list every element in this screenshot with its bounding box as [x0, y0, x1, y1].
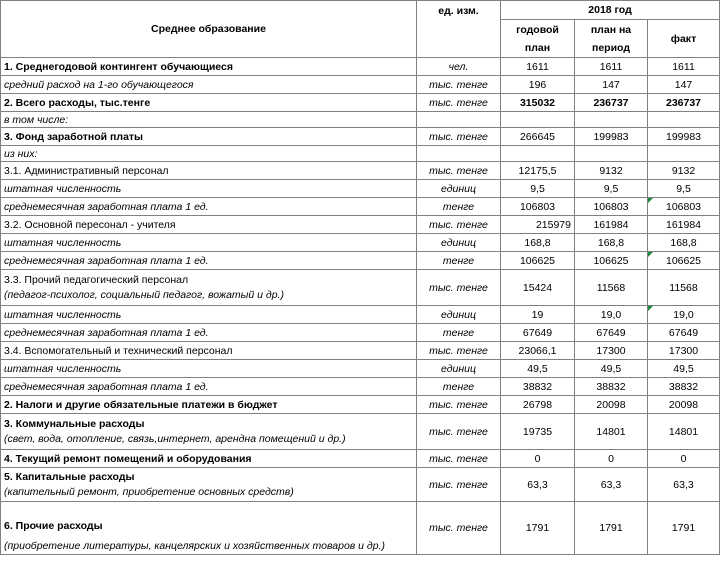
row-label: штатная численность: [1, 234, 417, 252]
row-sublabel: (свет, вода, отопление, связь,интернет, арендна помещений и др.): [4, 433, 346, 445]
row-fact: 63,3: [648, 468, 720, 502]
row-annual: 12175,5: [501, 162, 575, 180]
row-annual: 26798: [501, 396, 575, 414]
row-annual: 23066,1: [501, 342, 575, 360]
row-label: 3.1. Административный персонал: [1, 162, 417, 180]
row-label: среднемесячная заработная плата 1 ед.: [1, 324, 417, 342]
row-sublabel: (педагог-психолог, социальный педагог, вожатый и др.): [4, 289, 284, 301]
row-annual: 106803: [501, 198, 575, 216]
row-label: среднемесячная заработная плата 1 ед.: [1, 378, 417, 396]
row-period: 1611: [575, 58, 648, 76]
row-label: 3.4. Вспомогательный и технический персонал: [1, 342, 417, 360]
row-sublabel: (приобретение литературы, канцелярских и хозяйственных товаров и др.): [4, 540, 385, 552]
table-row: [1, 360, 720, 378]
table-row: [1, 414, 720, 450]
row-fact: 19,0: [648, 306, 720, 324]
row-period: 106625: [575, 252, 648, 270]
row-label: штатная численность: [1, 306, 417, 324]
row-period: 236737: [575, 94, 648, 112]
row-unit: тыс. тенге: [417, 76, 501, 94]
row-annual: 38832: [501, 378, 575, 396]
row-label: штатная численность: [1, 180, 417, 198]
row-annual: 266645: [501, 128, 575, 146]
row-label-cell: [1, 414, 417, 450]
row-label: 3.2. Основной пересонал - учителя: [1, 216, 417, 234]
row-annual: [501, 146, 575, 162]
row-label-cell: [1, 502, 417, 555]
header-fact: факт: [648, 20, 720, 58]
row-annual: 168,8: [501, 234, 575, 252]
table-row: [1, 198, 720, 216]
row-unit: единиц: [417, 180, 501, 198]
row-period: 1791: [575, 502, 648, 555]
row-unit: тыс. тенге: [417, 270, 501, 306]
row-period: 19,0: [575, 306, 648, 324]
row-label: среднемесячная заработная плата 1 ед.: [1, 198, 417, 216]
table-row: [1, 58, 720, 76]
row-fact: 17300: [648, 342, 720, 360]
row-period: 49,5: [575, 360, 648, 378]
row-unit: тыс. тенге: [417, 502, 501, 555]
row-label: среднемесячная заработная плата 1 ед.: [1, 252, 417, 270]
header-period-plan: план на период: [575, 20, 648, 58]
row-fact: 20098: [648, 396, 720, 414]
row-period: 168,8: [575, 234, 648, 252]
row-unit: тыс. тенге: [417, 216, 501, 234]
row-period: 147: [575, 76, 648, 94]
header-year: 2018 год: [501, 1, 720, 20]
row-period: 161984: [575, 216, 648, 234]
table-row: [1, 378, 720, 396]
row-unit: единиц: [417, 306, 501, 324]
row-fact: [648, 146, 720, 162]
table-row: [1, 180, 720, 198]
row-annual: 315032: [501, 94, 575, 112]
row-sublabel: (капительный ремонт, приобретение основных средств): [4, 486, 294, 498]
row-fact: 106625: [648, 252, 720, 270]
row-annual: 63,3: [501, 468, 575, 502]
row-period: 38832: [575, 378, 648, 396]
row-annual: 49,5: [501, 360, 575, 378]
row-fact: 11568: [648, 270, 720, 306]
table-row: [1, 468, 720, 502]
row-fact: 14801: [648, 414, 720, 450]
row-annual: 15424: [501, 270, 575, 306]
row-label: штатная численность: [1, 360, 417, 378]
row-unit: [417, 112, 501, 128]
row-period: [575, 146, 648, 162]
table-row: [1, 324, 720, 342]
table-row: [1, 94, 720, 112]
row-label: 3. Коммунальные расходы: [4, 418, 145, 430]
table-row: [1, 162, 720, 180]
row-fact: 236737: [648, 94, 720, 112]
row-fact: 49,5: [648, 360, 720, 378]
row-fact: 9,5: [648, 180, 720, 198]
row-fact: 168,8: [648, 234, 720, 252]
header-title: Среднее образование: [1, 1, 417, 58]
table-row: [1, 76, 720, 94]
row-unit: тыс. тенге: [417, 342, 501, 360]
row-fact: 147: [648, 76, 720, 94]
row-label: 2. Налоги и другие обязательные платежи в бюджет: [1, 396, 417, 414]
row-label: средний расход на 1-го обучающегося: [1, 76, 417, 94]
row-period: [575, 112, 648, 128]
row-unit: тенге: [417, 198, 501, 216]
row-label: в том числе:: [1, 112, 417, 128]
row-period: 11568: [575, 270, 648, 306]
row-label: из них:: [1, 146, 417, 162]
table-row: [1, 234, 720, 252]
row-fact: [648, 112, 720, 128]
row-label: 3. Фонд заработной платы: [1, 128, 417, 146]
row-annual: 1791: [501, 502, 575, 555]
row-period: 67649: [575, 324, 648, 342]
row-label-cell: [1, 270, 417, 306]
table-row: [1, 306, 720, 324]
row-period: 14801: [575, 414, 648, 450]
row-label: 1. Среднегодовой контингент обучающиеся: [1, 58, 417, 76]
row-period: 106803: [575, 198, 648, 216]
row-unit: тыс. тенге: [417, 414, 501, 450]
row-annual: 0: [501, 450, 575, 468]
row-fact: 0: [648, 450, 720, 468]
table-row: [1, 146, 720, 162]
table-row: [1, 112, 720, 128]
table-row: [1, 342, 720, 360]
row-unit: чел.: [417, 58, 501, 76]
row-unit: единиц: [417, 234, 501, 252]
row-annual: 67649: [501, 324, 575, 342]
header-annual-plan: годовой план: [501, 20, 575, 58]
row-label-cell: [1, 468, 417, 502]
row-fact: 67649: [648, 324, 720, 342]
header-unit: ед. изм.: [417, 1, 501, 58]
row-unit: тенге: [417, 252, 501, 270]
table-row: [1, 128, 720, 146]
row-unit: тыс. тенге: [417, 94, 501, 112]
row-label: 5. Капитальные расходы: [4, 471, 135, 483]
row-period: 0: [575, 450, 648, 468]
row-annual: 106625: [501, 252, 575, 270]
table-row: [1, 450, 720, 468]
row-fact: 106803: [648, 198, 720, 216]
row-fact: 199983: [648, 128, 720, 146]
row-annual: [501, 112, 575, 128]
row-period: 9132: [575, 162, 648, 180]
row-period: 9,5: [575, 180, 648, 198]
row-annual: 19: [501, 306, 575, 324]
row-fact: 38832: [648, 378, 720, 396]
row-period: 20098: [575, 396, 648, 414]
row-unit: тенге: [417, 378, 501, 396]
row-unit: тенге: [417, 324, 501, 342]
row-unit: тыс. тенге: [417, 128, 501, 146]
row-label: 4. Текущий ремонт помещений и оборудования: [1, 450, 417, 468]
row-unit: [417, 146, 501, 162]
row-unit: тыс. тенге: [417, 468, 501, 502]
table-row: [1, 252, 720, 270]
row-label: 6. Прочие расходы: [4, 520, 103, 532]
row-annual: 19735: [501, 414, 575, 450]
row-annual: 9,5: [501, 180, 575, 198]
row-fact: 161984: [648, 216, 720, 234]
row-unit: тыс. тенге: [417, 396, 501, 414]
row-annual: 215979: [501, 216, 575, 234]
row-fact: 9132: [648, 162, 720, 180]
row-unit: тыс. тенге: [417, 162, 501, 180]
table-row: [1, 396, 720, 414]
row-annual: 1611: [501, 58, 575, 76]
row-label: 2. Всего расходы, тыс.тенге: [1, 94, 417, 112]
row-period: 199983: [575, 128, 648, 146]
row-period: 17300: [575, 342, 648, 360]
table-row: [1, 216, 720, 234]
row-unit: тыс. тенге: [417, 450, 501, 468]
row-annual: 196: [501, 76, 575, 94]
row-unit: единиц: [417, 360, 501, 378]
table-row: [1, 502, 720, 555]
row-fact: 1791: [648, 502, 720, 555]
row-label: 3.3. Прочий педагогический персонал: [4, 274, 189, 286]
row-period: 63,3: [575, 468, 648, 502]
table-row: [1, 270, 720, 306]
row-fact: 1611: [648, 58, 720, 76]
